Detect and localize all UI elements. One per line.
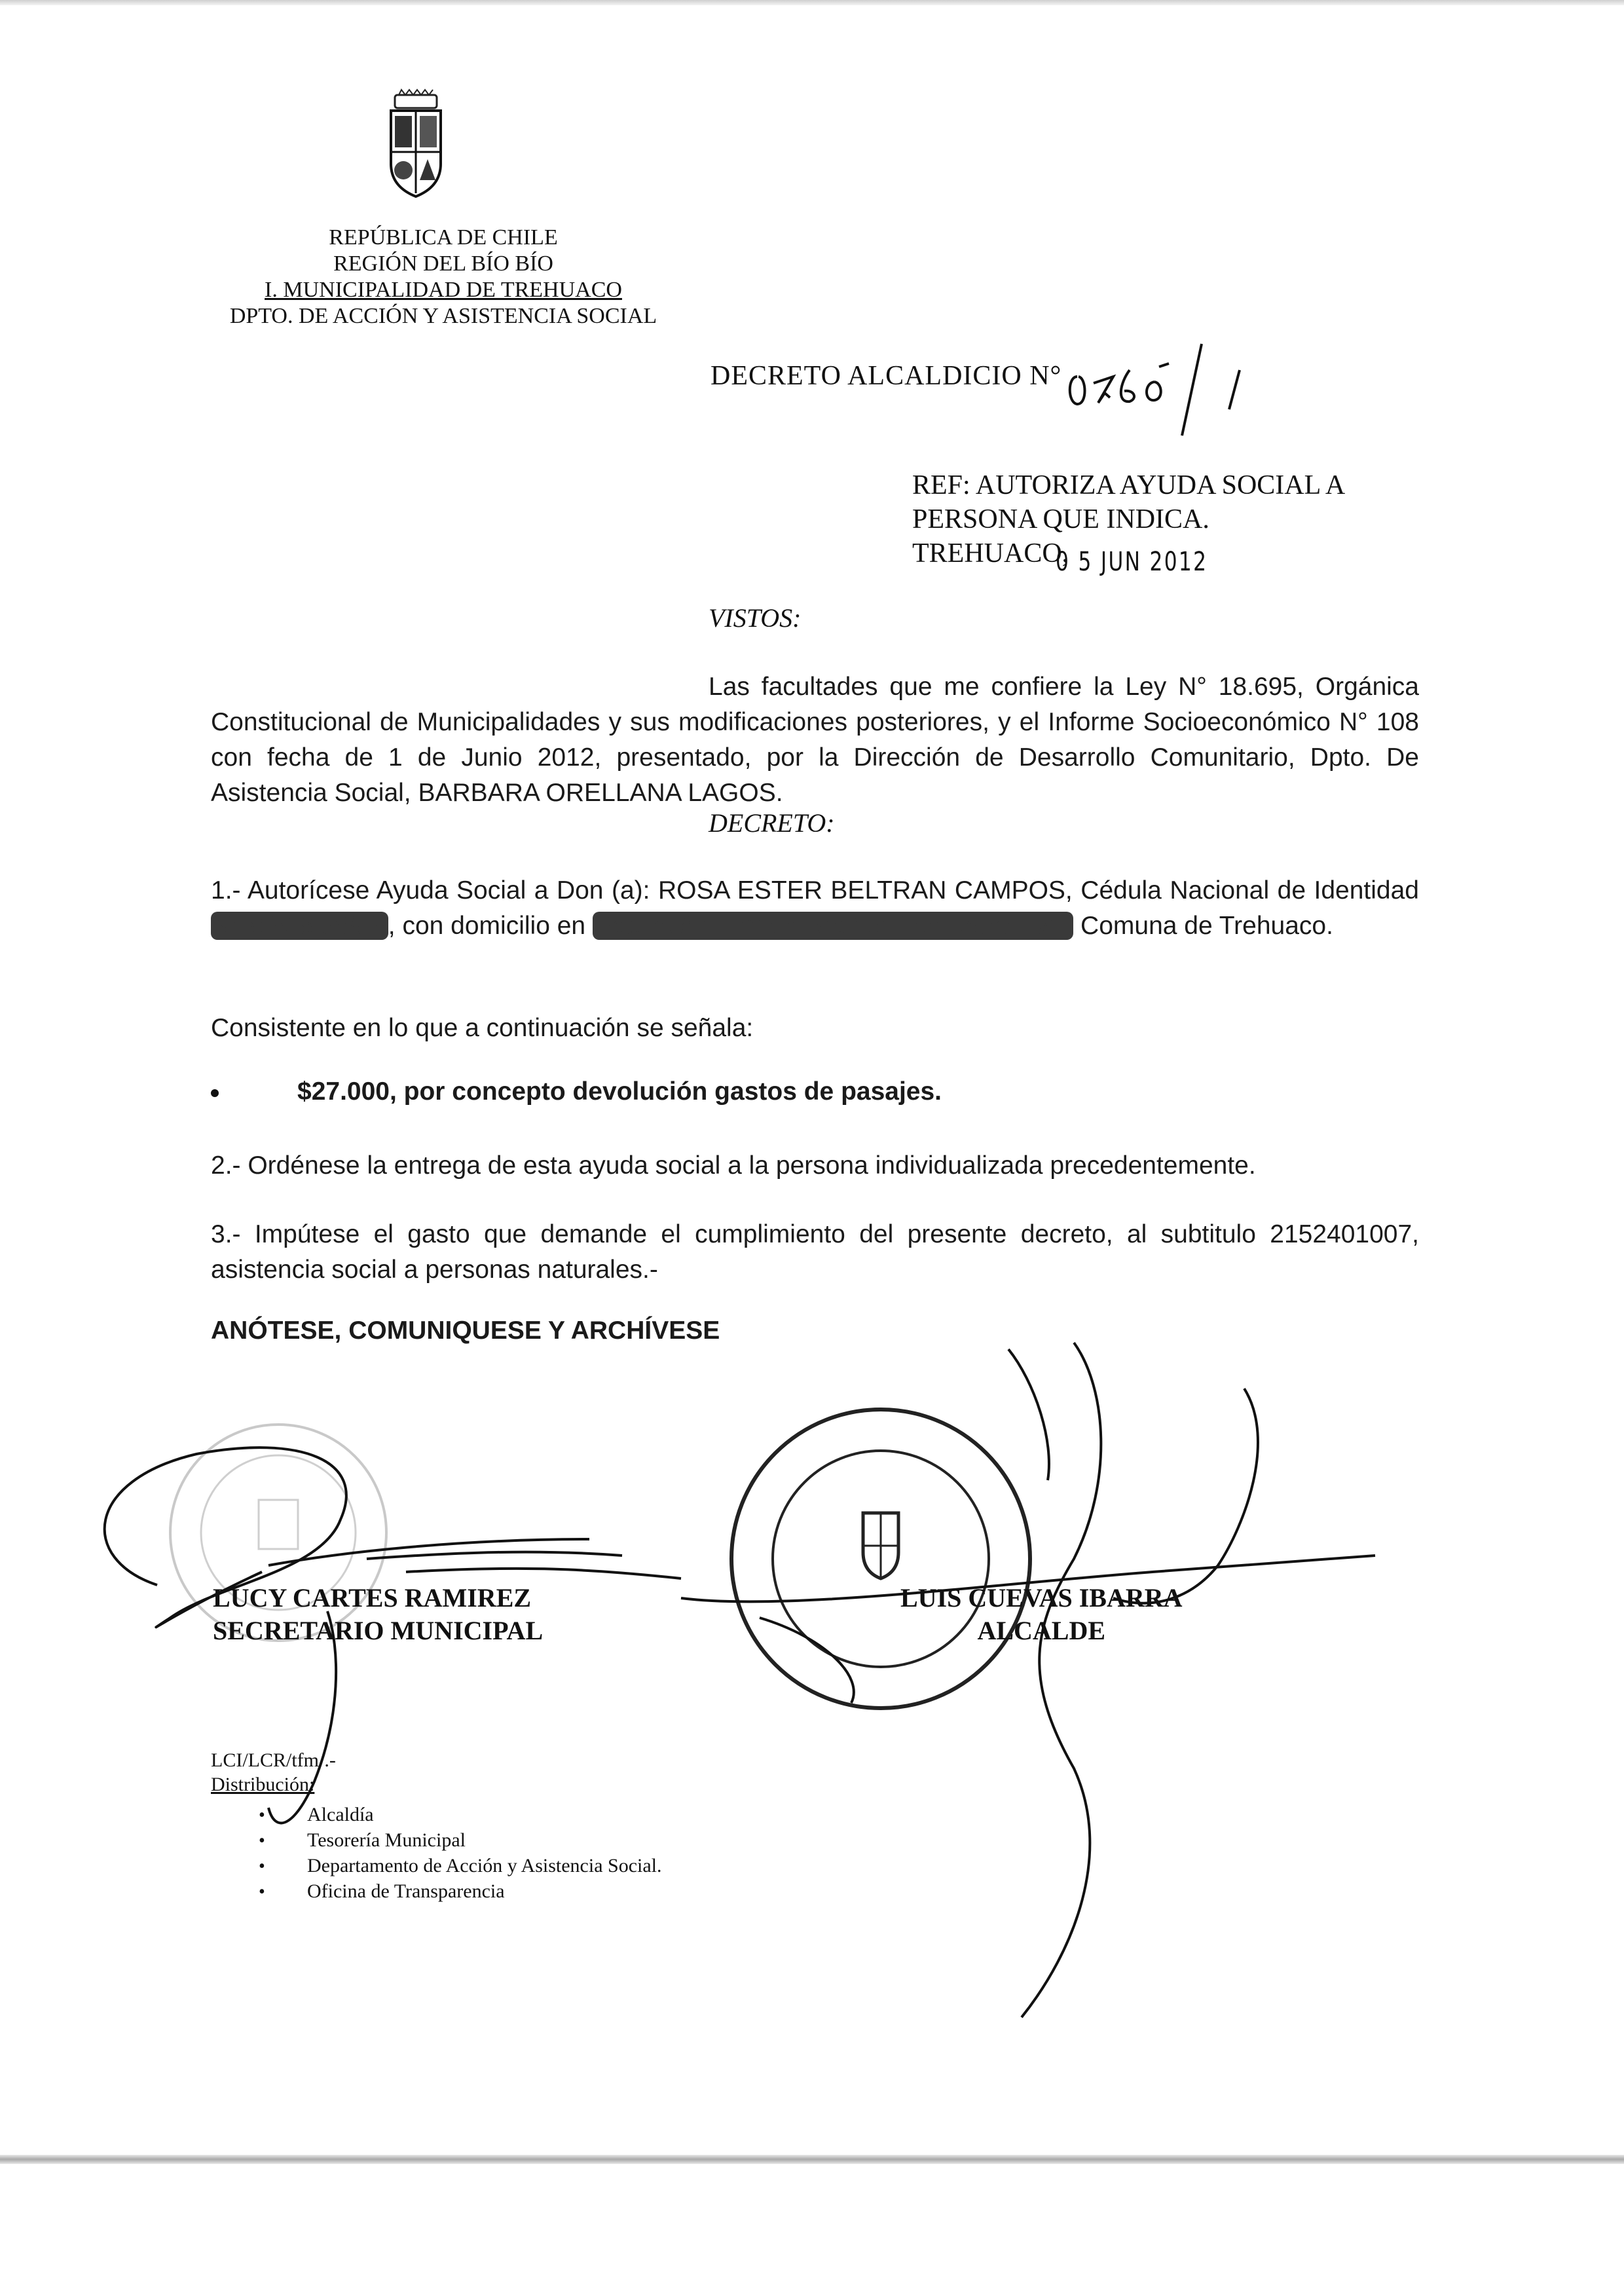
scan-bottom-edge [0, 2155, 1624, 2164]
redacted-id-number: N° 8.508.668-5 [211, 912, 388, 940]
distribution-label: Distribución: [211, 1774, 315, 1795]
item-1-text-a: 1.- Autorícese Ayuda Social a Don (a): ROSA ESTER BELTRAN CAMPOS, Cédula Nacional de Identidad [211, 876, 1419, 905]
signature-block-mayor [900, 1582, 1183, 1647]
redacted-address: Población Hernan Brañas, Los Batros s/n, [593, 912, 1073, 940]
ref-line-2: PERSONA QUE INDICA. [912, 504, 1209, 534]
mayor-title: ALCALDE [977, 1616, 1106, 1645]
item-2-paragraph: 2.- Ordénese la entrega de esta ayuda social a la persona individualizada precedentemente. [211, 1151, 1256, 1180]
item-1-text-b: , con domicilio en [388, 912, 586, 940]
item-1-paragraph [211, 873, 1419, 944]
date-stamp: 0 5 JUN 2012 [1056, 547, 1208, 577]
mayor-name: LUIS CUEVAS IBARRA [900, 1583, 1183, 1613]
distribution-item: • Alcaldía [259, 1802, 662, 1828]
amount-text: $27.000, por concepto devolución gastos de pasajes. [297, 1077, 942, 1106]
distribution-item: • Oficina de Transparencia [259, 1879, 662, 1905]
secretary-title: SECRETARIO MUNICIPAL [213, 1616, 544, 1645]
municipal-crest-logo [377, 88, 455, 203]
distribution-item: • Departamento de Acción y Asistencia Social. [259, 1854, 662, 1879]
right-signature [681, 1343, 1375, 2017]
decree-number-line [710, 360, 1061, 392]
item-1-text-c: Comuna de Trehuaco. [1080, 912, 1333, 940]
vistos-heading: VISTOS: [709, 603, 802, 633]
distribution-item: • Tesorería Municipal [259, 1828, 662, 1854]
right-municipal-stamp [731, 1409, 1030, 1708]
handwritten-decree-number [1064, 331, 1280, 442]
decreto-heading: DECRETO: [709, 808, 835, 838]
header-region: REGIÓN DEL BÍO BÍO [333, 252, 553, 276]
amount-bullet [211, 1077, 942, 1106]
signature-block-secretary [213, 1582, 543, 1647]
closing-statement: ANÓTESE, COMUNIQUESE Y ARCHÍVESE [211, 1316, 720, 1345]
drafting-initials: LCI/LCR/tfm/.- [211, 1749, 336, 1771]
decree-label: DECRETO ALCALDICIO N° [710, 361, 1062, 391]
ref-place: TREHUACO, [912, 538, 1069, 569]
header-department: DPTO. DE ACCIÓN Y ASISTENCIA SOCIAL [229, 304, 657, 328]
institution-header [211, 225, 676, 329]
consisting-line: Consistente en lo que a continuación se señala: [211, 1014, 754, 1042]
ref-line-1: REF: AUTORIZA AYUDA SOCIAL A [912, 470, 1346, 500]
scan-top-edge [0, 0, 1624, 5]
item-3-paragraph: 3.- Impútese el gasto que demande el cumplimiento del presente decreto, al subtitulo 2152401007, asistencia social a personas naturales.- [211, 1220, 1419, 1284]
distribution-list [259, 1802, 662, 1905]
vistos-paragraph: Las facultades que me confiere la Ley N° 18.695, Orgánica Constitucional de Municipalidades y sus modificaciones posteriores, y el Informe Socioeconómico N° 108 con fecha de 1 de Junio 2012, presentado, por la Dirección de Desarrollo Comunitario, Dpto. De Asistencia Social, BARBARA ORELLANA LAGOS. [211, 673, 1419, 807]
bullet-dot [211, 1089, 219, 1097]
header-country: REPÚBLICA DE CHILE [329, 225, 558, 250]
secretary-name: LUCY CARTES RAMIREZ [213, 1583, 532, 1613]
header-municipality: I. MUNICIPALIDAD DE TREHUACO [265, 278, 622, 302]
